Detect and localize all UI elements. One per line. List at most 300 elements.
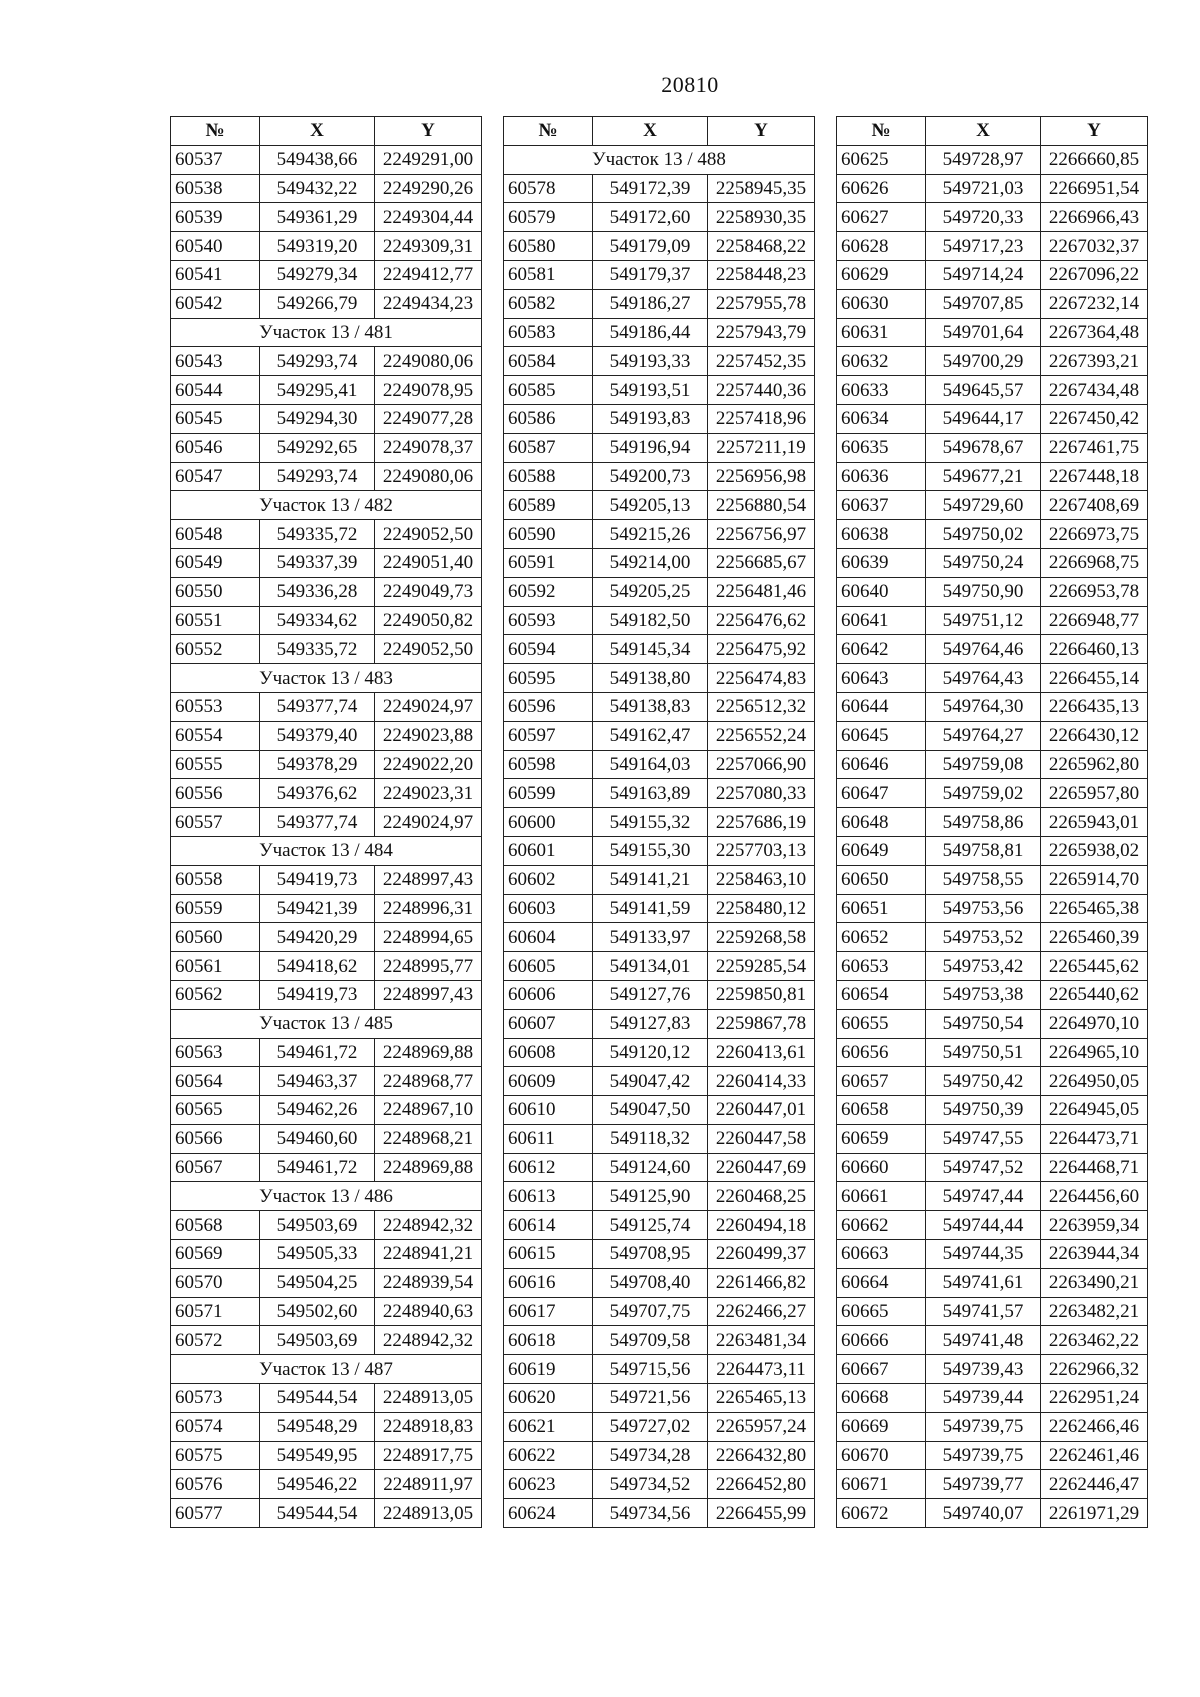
point-number-cell: 60546 <box>171 433 260 462</box>
table-header-row <box>171 117 482 146</box>
table-row <box>504 347 815 376</box>
point-number-cell: 60564 <box>171 1067 260 1096</box>
y-coordinate-cell: 2248917,75 <box>375 1441 482 1470</box>
point-number-cell: 60625 <box>837 145 926 174</box>
table-row <box>837 980 1148 1009</box>
point-number-cell: 60642 <box>837 635 926 664</box>
table-row <box>171 203 482 232</box>
point-number-cell: 60567 <box>171 1153 260 1182</box>
point-number-cell: 60594 <box>504 635 593 664</box>
y-coordinate-cell: 2267408,69 <box>1041 491 1148 520</box>
point-number-cell: 60554 <box>171 721 260 750</box>
x-coordinate-cell: 549548,29 <box>260 1412 375 1441</box>
x-coordinate-cell: 549701,64 <box>926 318 1041 347</box>
x-coordinate-cell: 549319,20 <box>260 232 375 261</box>
table-row <box>504 635 815 664</box>
point-number-cell: 60580 <box>504 232 593 261</box>
table-row <box>837 1038 1148 1067</box>
y-coordinate-cell: 2263482,21 <box>1041 1297 1148 1326</box>
y-coordinate-cell: 2248967,10 <box>375 1096 482 1125</box>
point-number-cell: 60671 <box>837 1470 926 1499</box>
y-coordinate-cell: 2248997,43 <box>375 980 482 1009</box>
table-row <box>171 808 482 837</box>
point-number-cell: 60632 <box>837 347 926 376</box>
point-number-cell: 60622 <box>504 1441 593 1470</box>
table-row <box>837 1355 1148 1384</box>
table-row <box>171 1038 482 1067</box>
y-coordinate-cell: 2267232,14 <box>1041 289 1148 318</box>
x-coordinate-cell: 549141,21 <box>593 865 708 894</box>
y-coordinate-cell: 2248939,54 <box>375 1268 482 1297</box>
y-coordinate-cell: 2263462,22 <box>1041 1326 1148 1355</box>
point-number-cell: 60635 <box>837 433 926 462</box>
y-coordinate-cell: 2257440,36 <box>708 376 815 405</box>
table-row <box>504 750 815 779</box>
x-coordinate-cell: 549193,33 <box>593 347 708 376</box>
point-number-cell: 60544 <box>171 376 260 405</box>
point-number-cell: 60633 <box>837 376 926 405</box>
point-number-cell: 60577 <box>171 1499 260 1528</box>
x-coordinate-cell: 549644,17 <box>926 404 1041 433</box>
y-coordinate-cell: 2266973,75 <box>1041 520 1148 549</box>
table-row <box>837 174 1148 203</box>
table-row <box>504 174 815 203</box>
point-number-cell: 60655 <box>837 1009 926 1038</box>
table-row <box>504 980 815 1009</box>
table-row <box>171 145 482 174</box>
table-row <box>837 779 1148 808</box>
point-number-cell: 60644 <box>837 692 926 721</box>
x-coordinate-cell: 549127,76 <box>593 980 708 1009</box>
y-coordinate-cell: 2266968,75 <box>1041 548 1148 577</box>
point-number-cell: 60582 <box>504 289 593 318</box>
y-coordinate-cell: 2265943,01 <box>1041 808 1148 837</box>
point-number-cell: 60639 <box>837 548 926 577</box>
x-coordinate-cell: 549141,59 <box>593 894 708 923</box>
section-row <box>171 836 482 865</box>
table-row <box>504 1499 815 1528</box>
y-coordinate-cell: 2260499,37 <box>708 1240 815 1269</box>
point-number-cell: 60566 <box>171 1124 260 1153</box>
y-coordinate-cell: 2257686,19 <box>708 808 815 837</box>
point-number-cell: 60617 <box>504 1297 593 1326</box>
point-number-cell: 60539 <box>171 203 260 232</box>
y-coordinate-cell: 2260447,69 <box>708 1153 815 1182</box>
y-coordinate-cell: 2266452,80 <box>708 1470 815 1499</box>
point-number-cell: 60653 <box>837 952 926 981</box>
table-row <box>837 1441 1148 1470</box>
x-coordinate-cell: 549418,62 <box>260 952 375 981</box>
y-coordinate-cell: 2248968,77 <box>375 1067 482 1096</box>
x-coordinate-cell: 549700,29 <box>926 347 1041 376</box>
table-row <box>504 952 815 981</box>
table-row <box>837 692 1148 721</box>
table-row <box>171 606 482 635</box>
point-number-cell: 60562 <box>171 980 260 1009</box>
x-coordinate-cell: 549744,35 <box>926 1240 1041 1269</box>
y-coordinate-cell: 2260413,61 <box>708 1038 815 1067</box>
x-coordinate-cell: 549164,03 <box>593 750 708 779</box>
point-number-cell: 60560 <box>171 923 260 952</box>
x-coordinate-cell: 549758,55 <box>926 865 1041 894</box>
y-coordinate-cell: 2248940,63 <box>375 1297 482 1326</box>
x-coordinate-cell: 549186,27 <box>593 289 708 318</box>
point-number-cell: 60665 <box>837 1297 926 1326</box>
table-row <box>171 1240 482 1269</box>
x-coordinate-cell: 549421,39 <box>260 894 375 923</box>
y-coordinate-cell: 2259268,58 <box>708 923 815 952</box>
y-coordinate-cell: 2265440,62 <box>1041 980 1148 1009</box>
table-row <box>837 1268 1148 1297</box>
point-number-cell: 60634 <box>837 404 926 433</box>
y-coordinate-cell: 2264456,60 <box>1041 1182 1148 1211</box>
y-coordinate-cell: 2257066,90 <box>708 750 815 779</box>
table-row <box>171 1326 482 1355</box>
table-row <box>837 836 1148 865</box>
point-number-cell: 60541 <box>171 260 260 289</box>
table-row <box>837 1182 1148 1211</box>
x-coordinate-cell: 549292,65 <box>260 433 375 462</box>
point-number-cell: 60616 <box>504 1268 593 1297</box>
point-number-cell: 60550 <box>171 577 260 606</box>
x-coordinate-cell: 549461,72 <box>260 1038 375 1067</box>
y-coordinate-cell: 2249309,31 <box>375 232 482 261</box>
x-coordinate-cell: 549708,95 <box>593 1240 708 1269</box>
section-row <box>171 1009 482 1038</box>
y-coordinate-cell: 2265465,13 <box>708 1384 815 1413</box>
point-number-cell: 60583 <box>504 318 593 347</box>
table-row <box>504 260 815 289</box>
x-coordinate-cell: 549138,80 <box>593 664 708 693</box>
table-row <box>171 520 482 549</box>
x-coordinate-cell: 549741,48 <box>926 1326 1041 1355</box>
point-number-cell: 60613 <box>504 1182 593 1211</box>
y-coordinate-cell: 2258448,23 <box>708 260 815 289</box>
y-coordinate-cell: 2261971,29 <box>1041 1499 1148 1528</box>
table-row <box>504 779 815 808</box>
point-number-cell: 60645 <box>837 721 926 750</box>
y-coordinate-cell: 2257418,96 <box>708 404 815 433</box>
x-coordinate-cell: 549336,28 <box>260 577 375 606</box>
y-coordinate-cell: 2267434,48 <box>1041 376 1148 405</box>
x-coordinate-cell: 549419,73 <box>260 980 375 1009</box>
y-coordinate-cell: 2248942,32 <box>375 1326 482 1355</box>
table-row <box>837 347 1148 376</box>
x-coordinate-cell: 549734,56 <box>593 1499 708 1528</box>
point-number-cell: 60556 <box>171 779 260 808</box>
x-coordinate-cell: 549377,74 <box>260 692 375 721</box>
x-coordinate-cell: 549163,89 <box>593 779 708 808</box>
x-coordinate-cell: 549734,28 <box>593 1441 708 1470</box>
x-coordinate-cell: 549162,47 <box>593 721 708 750</box>
header-number: № <box>504 117 593 146</box>
x-coordinate-cell: 549432,22 <box>260 174 375 203</box>
y-coordinate-cell: 2262466,46 <box>1041 1412 1148 1441</box>
table-row <box>837 289 1148 318</box>
x-coordinate-cell: 549200,73 <box>593 462 708 491</box>
y-coordinate-cell: 2256956,98 <box>708 462 815 491</box>
x-coordinate-cell: 549294,30 <box>260 404 375 433</box>
x-coordinate-cell: 549721,03 <box>926 174 1041 203</box>
table-row <box>837 1211 1148 1240</box>
point-number-cell: 60646 <box>837 750 926 779</box>
point-number-cell: 60581 <box>504 260 593 289</box>
point-number-cell: 60565 <box>171 1096 260 1125</box>
page-number: 20810 <box>661 72 719 97</box>
section-row <box>171 664 482 693</box>
x-coordinate-cell: 549764,27 <box>926 721 1041 750</box>
y-coordinate-cell: 2262461,46 <box>1041 1441 1148 1470</box>
point-number-cell: 60614 <box>504 1211 593 1240</box>
point-number-cell: 60606 <box>504 980 593 1009</box>
table-row <box>171 1412 482 1441</box>
table-row <box>504 1268 815 1297</box>
point-number-cell: 60595 <box>504 664 593 693</box>
y-coordinate-cell: 2249049,73 <box>375 577 482 606</box>
table-row <box>837 1470 1148 1499</box>
x-coordinate-cell: 549502,60 <box>260 1297 375 1326</box>
x-coordinate-cell: 549196,94 <box>593 433 708 462</box>
section-row <box>171 491 482 520</box>
header-number: № <box>837 117 926 146</box>
x-coordinate-cell: 549127,83 <box>593 1009 708 1038</box>
y-coordinate-cell: 2248911,97 <box>375 1470 482 1499</box>
y-coordinate-cell: 2256552,24 <box>708 721 815 750</box>
point-number-cell: 60549 <box>171 548 260 577</box>
point-number-cell: 60649 <box>837 836 926 865</box>
x-coordinate-cell: 549747,44 <box>926 1182 1041 1211</box>
point-number-cell: 60657 <box>837 1067 926 1096</box>
point-number-cell: 60548 <box>171 520 260 549</box>
point-number-cell: 60651 <box>837 894 926 923</box>
x-coordinate-cell: 549295,41 <box>260 376 375 405</box>
y-coordinate-cell: 2260447,01 <box>708 1096 815 1125</box>
coordinates-table-2 <box>503 116 815 1528</box>
y-coordinate-cell: 2266660,85 <box>1041 145 1148 174</box>
y-coordinate-cell: 2256512,32 <box>708 692 815 721</box>
table-row <box>504 376 815 405</box>
y-coordinate-cell: 2266966,43 <box>1041 203 1148 232</box>
table-row <box>837 232 1148 261</box>
x-coordinate-cell: 549728,97 <box>926 145 1041 174</box>
table-row <box>171 433 482 462</box>
table-row <box>504 836 815 865</box>
y-coordinate-cell: 2249080,06 <box>375 462 482 491</box>
y-coordinate-cell: 2267364,48 <box>1041 318 1148 347</box>
table-row <box>504 721 815 750</box>
y-coordinate-cell: 2249024,97 <box>375 692 482 721</box>
table-row <box>837 1009 1148 1038</box>
x-coordinate-cell: 549727,02 <box>593 1412 708 1441</box>
table-row <box>504 1096 815 1125</box>
point-number-cell: 60558 <box>171 865 260 894</box>
x-coordinate-cell: 549124,60 <box>593 1153 708 1182</box>
point-number-cell: 60619 <box>504 1355 593 1384</box>
point-number-cell: 60615 <box>504 1240 593 1269</box>
table-row <box>171 923 482 952</box>
table-row <box>837 577 1148 606</box>
table-row <box>504 808 815 837</box>
x-coordinate-cell: 549750,42 <box>926 1067 1041 1096</box>
y-coordinate-cell: 2263944,34 <box>1041 1240 1148 1269</box>
y-coordinate-cell: 2267393,21 <box>1041 347 1148 376</box>
table-row <box>837 1412 1148 1441</box>
y-coordinate-cell: 2267448,18 <box>1041 462 1148 491</box>
x-coordinate-cell: 549758,86 <box>926 808 1041 837</box>
point-number-cell: 60578 <box>504 174 593 203</box>
x-coordinate-cell: 549461,72 <box>260 1153 375 1182</box>
point-number-cell: 60628 <box>837 232 926 261</box>
point-number-cell: 60611 <box>504 1124 593 1153</box>
header-x: X <box>260 117 375 146</box>
table-row <box>504 692 815 721</box>
point-number-cell: 60629 <box>837 260 926 289</box>
table-row <box>504 1067 815 1096</box>
table-row <box>171 1124 482 1153</box>
header-number: № <box>171 117 260 146</box>
point-number-cell: 60588 <box>504 462 593 491</box>
x-coordinate-cell: 549378,29 <box>260 750 375 779</box>
x-coordinate-cell: 549293,74 <box>260 347 375 376</box>
y-coordinate-cell: 2260447,58 <box>708 1124 815 1153</box>
table-row <box>504 1124 815 1153</box>
point-number-cell: 60574 <box>171 1412 260 1441</box>
point-number-cell: 60561 <box>171 952 260 981</box>
x-coordinate-cell: 549741,57 <box>926 1297 1041 1326</box>
point-number-cell: 60607 <box>504 1009 593 1038</box>
section-title: Участок 13 / 484 <box>171 836 482 865</box>
point-number-cell: 60599 <box>504 779 593 808</box>
y-coordinate-cell: 2264473,11 <box>708 1355 815 1384</box>
point-number-cell: 60542 <box>171 289 260 318</box>
x-coordinate-cell: 549678,67 <box>926 433 1041 462</box>
table-header-row <box>837 117 1148 146</box>
point-number-cell: 60605 <box>504 952 593 981</box>
y-coordinate-cell: 2266948,77 <box>1041 606 1148 635</box>
x-coordinate-cell: 549266,79 <box>260 289 375 318</box>
section-row <box>171 1182 482 1211</box>
table-row <box>504 318 815 347</box>
point-number-cell: 60630 <box>837 289 926 318</box>
y-coordinate-cell: 2266435,13 <box>1041 692 1148 721</box>
x-coordinate-cell: 549334,62 <box>260 606 375 635</box>
x-coordinate-cell: 549193,51 <box>593 376 708 405</box>
point-number-cell: 60663 <box>837 1240 926 1269</box>
table-row <box>171 721 482 750</box>
header-x: X <box>593 117 708 146</box>
y-coordinate-cell: 2263490,21 <box>1041 1268 1148 1297</box>
x-coordinate-cell: 549335,72 <box>260 635 375 664</box>
x-coordinate-cell: 549747,55 <box>926 1124 1041 1153</box>
table-row <box>504 203 815 232</box>
x-coordinate-cell: 549179,09 <box>593 232 708 261</box>
table-row <box>171 980 482 1009</box>
y-coordinate-cell: 2248969,88 <box>375 1153 482 1182</box>
x-coordinate-cell: 549172,39 <box>593 174 708 203</box>
point-number-cell: 60608 <box>504 1038 593 1067</box>
y-coordinate-cell: 2260468,25 <box>708 1182 815 1211</box>
table-row <box>837 203 1148 232</box>
section-title: Участок 13 / 487 <box>171 1355 482 1384</box>
y-coordinate-cell: 2248995,77 <box>375 952 482 981</box>
point-number-cell: 60552 <box>171 635 260 664</box>
y-coordinate-cell: 2256880,54 <box>708 491 815 520</box>
point-number-cell: 60597 <box>504 721 593 750</box>
y-coordinate-cell: 2266430,12 <box>1041 721 1148 750</box>
point-number-cell: 60636 <box>837 462 926 491</box>
y-coordinate-cell: 2249023,88 <box>375 721 482 750</box>
x-coordinate-cell: 549740,07 <box>926 1499 1041 1528</box>
table-row <box>837 1384 1148 1413</box>
table-row <box>837 404 1148 433</box>
table-row <box>171 462 482 491</box>
point-number-cell: 60664 <box>837 1268 926 1297</box>
x-coordinate-cell: 549279,34 <box>260 260 375 289</box>
y-coordinate-cell: 2266953,78 <box>1041 577 1148 606</box>
x-coordinate-cell: 549546,22 <box>260 1470 375 1499</box>
y-coordinate-cell: 2264965,10 <box>1041 1038 1148 1067</box>
table-row <box>504 1038 815 1067</box>
section-title: Участок 13 / 485 <box>171 1009 482 1038</box>
table-row <box>504 1441 815 1470</box>
y-coordinate-cell: 2265957,80 <box>1041 779 1148 808</box>
x-coordinate-cell: 549741,61 <box>926 1268 1041 1297</box>
table-row <box>837 1240 1148 1269</box>
table-row <box>504 433 815 462</box>
point-number-cell: 60604 <box>504 923 593 952</box>
x-coordinate-cell: 549750,54 <box>926 1009 1041 1038</box>
x-coordinate-cell: 549186,44 <box>593 318 708 347</box>
y-coordinate-cell: 2266455,99 <box>708 1499 815 1528</box>
table-row <box>504 1412 815 1441</box>
table-row <box>171 779 482 808</box>
point-number-cell: 60598 <box>504 750 593 779</box>
x-coordinate-cell: 549214,00 <box>593 548 708 577</box>
x-coordinate-cell: 549125,90 <box>593 1182 708 1211</box>
x-coordinate-cell: 549747,52 <box>926 1153 1041 1182</box>
y-coordinate-cell: 2267096,22 <box>1041 260 1148 289</box>
table-row <box>171 376 482 405</box>
table-row <box>837 1153 1148 1182</box>
y-coordinate-cell: 2264950,05 <box>1041 1067 1148 1096</box>
y-coordinate-cell: 2248968,21 <box>375 1124 482 1153</box>
point-number-cell: 60668 <box>837 1384 926 1413</box>
point-number-cell: 60667 <box>837 1355 926 1384</box>
x-coordinate-cell: 549709,58 <box>593 1326 708 1355</box>
point-number-cell: 60602 <box>504 865 593 894</box>
y-coordinate-cell: 2262966,32 <box>1041 1355 1148 1384</box>
table-row <box>504 491 815 520</box>
point-number-cell: 60612 <box>504 1153 593 1182</box>
x-coordinate-cell: 549419,73 <box>260 865 375 894</box>
y-coordinate-cell: 2265938,02 <box>1041 836 1148 865</box>
y-coordinate-cell: 2264468,71 <box>1041 1153 1148 1182</box>
x-coordinate-cell: 549120,12 <box>593 1038 708 1067</box>
table-row <box>504 548 815 577</box>
section-title: Участок 13 / 483 <box>171 664 482 693</box>
table-row <box>504 1153 815 1182</box>
y-coordinate-cell: 2259285,54 <box>708 952 815 981</box>
x-coordinate-cell: 549729,60 <box>926 491 1041 520</box>
point-number-cell: 60631 <box>837 318 926 347</box>
table-row <box>837 1096 1148 1125</box>
table-row <box>171 692 482 721</box>
point-number-cell: 60540 <box>171 232 260 261</box>
x-coordinate-cell: 549145,34 <box>593 635 708 664</box>
table-row <box>504 1009 815 1038</box>
table-row <box>837 433 1148 462</box>
table-row <box>171 1499 482 1528</box>
